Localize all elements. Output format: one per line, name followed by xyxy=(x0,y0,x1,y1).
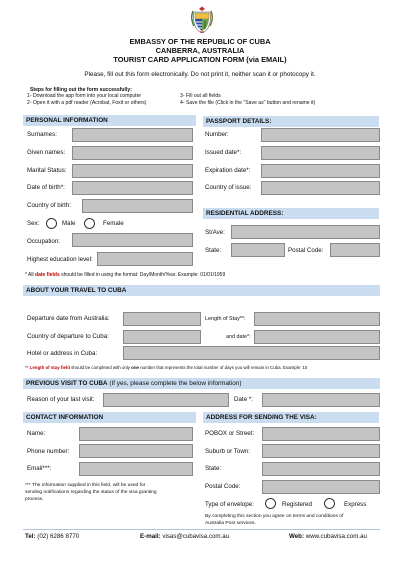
issued-date-label: Issued date*: xyxy=(205,149,242,156)
res-state-label: State: xyxy=(205,247,222,254)
footer-phone: Tel: (02) 6286 8770 xyxy=(25,533,80,540)
reason-last-visit-label: Reason of your last visit: xyxy=(27,396,95,403)
and-date-label: and date*: xyxy=(226,334,251,340)
email-note-line-3: process. xyxy=(25,497,44,502)
send-state-label: State: xyxy=(205,465,222,472)
marital-status-label: Marital Status: xyxy=(27,167,67,174)
step-2: 2- Open it with a pdf reader (Acrobat, Foxit or others) xyxy=(27,100,147,106)
country-departure-label: Country of departure to Cuba: xyxy=(27,333,109,340)
contact-name-field[interactable] xyxy=(79,427,193,441)
email-field[interactable] xyxy=(79,462,193,476)
envelope-express-label: Express xyxy=(344,501,367,508)
travel-header: ABOUT YOUR TRAVEL TO CUBA xyxy=(23,285,380,296)
passport-details-header: PASSPORT DETAILS: xyxy=(203,116,379,127)
pobox-label: POBOX or Street: xyxy=(205,430,255,437)
country-of-issue-field[interactable] xyxy=(261,181,380,195)
terms-line-1: By completing this section you agree on terms and conditions of xyxy=(205,514,344,519)
sex-male-radio[interactable] xyxy=(46,218,57,229)
given-names-label: Given names: xyxy=(27,149,66,156)
res-postal-label: Postal Code: xyxy=(288,247,324,254)
envelope-type-label: Type of envelope: xyxy=(205,501,254,508)
footer-divider xyxy=(23,529,380,530)
length-of-stay-label: Length of Stay**: xyxy=(205,316,246,322)
expiration-date-label: Expiration date*: xyxy=(205,167,251,174)
hotel-address-field[interactable] xyxy=(123,346,380,360)
occupation-field[interactable] xyxy=(72,233,193,247)
footer-website[interactable]: Web: www.cubavisa.com.au xyxy=(289,533,367,540)
terms-line-2: Australia Post services. xyxy=(205,521,256,526)
phone-number-field[interactable] xyxy=(79,444,193,458)
passport-number-field[interactable] xyxy=(261,128,380,142)
expiration-date-field[interactable] xyxy=(261,164,380,178)
step-3: 3- Fill out all fields xyxy=(180,93,221,99)
step-1: 1- Download the app form into your local computer xyxy=(27,93,142,99)
send-postal-field[interactable] xyxy=(262,480,380,494)
last-visit-date-label: Date *: xyxy=(234,396,253,403)
departure-date-label: Departure date from Australia: xyxy=(27,315,110,322)
contact-info-header: CONTACT INFORMATION xyxy=(23,412,196,423)
envelope-registered-label: Registered xyxy=(282,501,312,508)
date-of-birth-label: Date of birth*: xyxy=(27,184,65,191)
surnames-field[interactable] xyxy=(72,128,193,142)
form-notice: Please, fill out this form electronically. Do not print it, neither scan it or photocopy it. xyxy=(84,71,316,78)
send-postal-label: Postal Code: xyxy=(205,483,241,490)
country-of-birth-field[interactable] xyxy=(82,199,193,213)
residential-address-header: RESIDENTIAL ADDRESS: xyxy=(203,208,379,219)
sex-female-label: Female xyxy=(103,220,124,227)
previous-visit-header: PREVIOUS VISIT TO CUBA (If yes, please complete the below information) xyxy=(23,378,380,389)
country-of-birth-label: Country of birth: xyxy=(27,202,72,209)
issued-date-field[interactable] xyxy=(261,146,380,160)
education-label: Highest education level: xyxy=(27,256,93,263)
sending-address-header: ADDRESS FOR SENDING THE VISA: xyxy=(203,412,379,423)
hotel-address-label: Hotel or address in Cuba: xyxy=(27,350,98,357)
passport-number-label: Number: xyxy=(205,131,229,138)
sex-male-label: Male xyxy=(62,220,76,227)
envelope-registered-radio[interactable] xyxy=(265,498,276,509)
embassy-title: EMBASSY OF THE REPUBLIC OF CUBA xyxy=(129,37,271,46)
departure-date-field[interactable] xyxy=(123,312,201,326)
personal-info-header: PERSONAL INFORMATION xyxy=(23,115,196,126)
education-field[interactable] xyxy=(97,252,193,266)
st-ave-label: St/Ave: xyxy=(205,229,225,236)
length-of-stay-note: ** Length of stay field should be completed with only one number that represents the total number of days you will remain in Cuba. Example: 10 xyxy=(25,365,308,370)
departure-and-date-field[interactable] xyxy=(254,330,380,344)
contact-name-label: Name: xyxy=(27,430,46,437)
reason-last-visit-field[interactable] xyxy=(103,393,229,407)
country-departure-field[interactable] xyxy=(123,330,201,344)
steps-title: Steps for filling out the form successfully: xyxy=(30,87,132,93)
given-names-field[interactable] xyxy=(72,146,193,160)
sex-female-radio[interactable] xyxy=(84,218,95,229)
occupation-label: Occupation: xyxy=(27,238,61,245)
pobox-field[interactable] xyxy=(262,427,380,441)
marital-status-field[interactable] xyxy=(72,164,193,178)
email-note-line-2: sending notifications regarding the status of the visa granting xyxy=(25,490,157,495)
send-state-field[interactable] xyxy=(262,462,380,476)
country-of-issue-label: Country of issue: xyxy=(205,184,252,191)
suburb-field[interactable] xyxy=(262,444,380,458)
phone-number-label: Phone number: xyxy=(27,448,70,455)
footer-email[interactable]: E-mail: visas@cubavisa.com.au xyxy=(140,533,230,540)
length-of-stay-field[interactable] xyxy=(254,312,380,326)
step-4: 4- Save the file (Click in the "Save as" button and rename it) xyxy=(180,100,316,106)
form-title: TOURIST CARD APPLICATION FORM (via EMAIL) xyxy=(113,55,287,64)
st-ave-field[interactable] xyxy=(231,225,380,239)
email-label: Email***: xyxy=(27,465,52,472)
email-note-line-1: *** The information supplied in this field, will be used for xyxy=(25,483,146,488)
res-postal-field[interactable] xyxy=(330,243,380,257)
surnames-label: Surnames: xyxy=(27,131,57,138)
res-state-field[interactable] xyxy=(231,243,285,257)
embassy-location: CANBERRA, AUSTRALIA xyxy=(155,46,245,55)
last-visit-date-field[interactable] xyxy=(262,393,380,407)
envelope-express-radio[interactable] xyxy=(324,498,335,509)
coat-of-arms-emblem xyxy=(190,6,214,34)
suburb-label: Suburb or Town: xyxy=(205,448,250,455)
date-format-note: * All date fields should be filled in using the format: Day/Month/Year. Example: 01/01/1959 xyxy=(25,272,226,278)
date-of-birth-field[interactable] xyxy=(72,181,193,195)
sex-label: Sex: xyxy=(27,220,40,227)
